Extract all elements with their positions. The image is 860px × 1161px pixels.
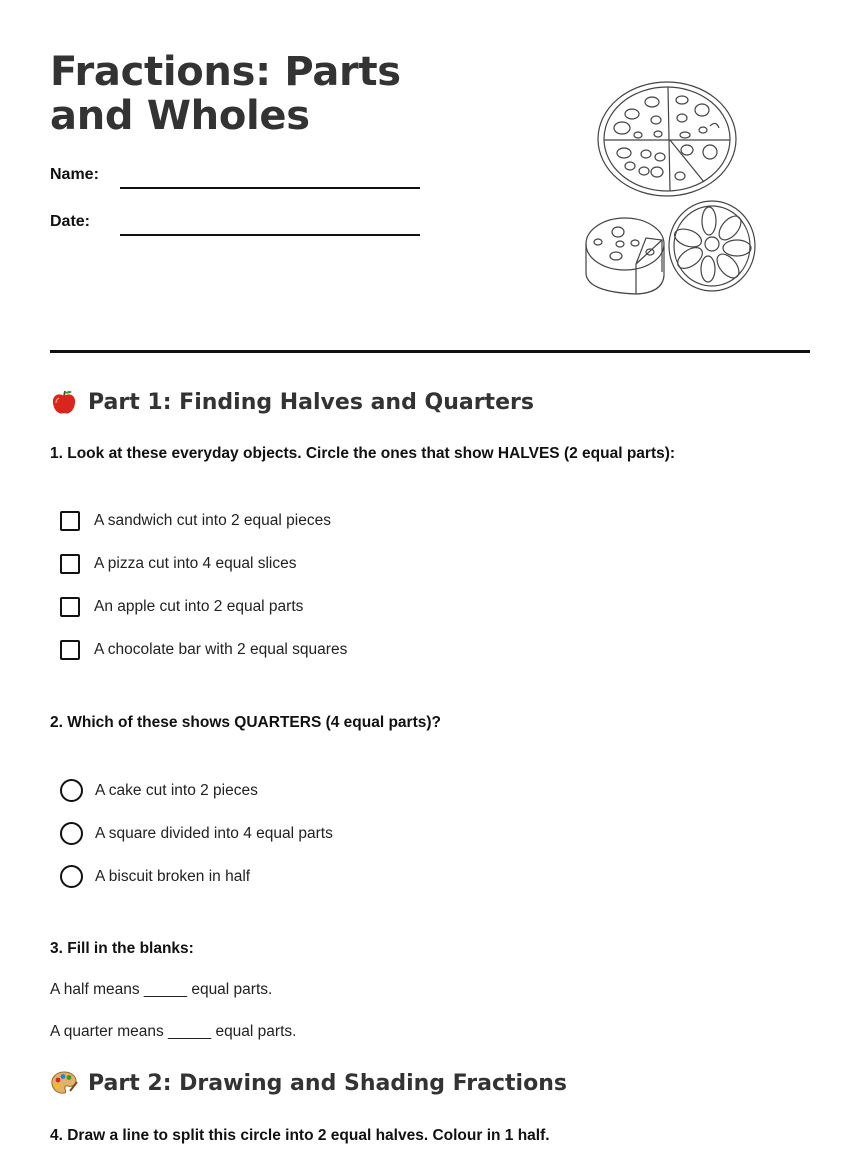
option-label: A sandwich cut into 2 equal pieces [94,512,331,529]
part1-heading [50,388,534,416]
section-divider [50,350,810,353]
checkbox[interactable] [60,554,80,574]
option-label: A chocolate bar with 2 equal squares [94,641,348,658]
part1-heading-text: Part 1: Finding Halves and Quarters [88,389,534,415]
q2-option[interactable] [60,779,258,802]
checkbox[interactable] [60,511,80,531]
question-3: 3. Fill in the blanks: [50,940,194,957]
name-field[interactable] [120,187,420,189]
fill-blank-line: A half means _____ equal parts. [50,981,273,998]
orange-icon [669,201,755,291]
q1-option[interactable] [60,640,347,660]
q1-option[interactable] [60,511,331,531]
part2-heading [50,1069,567,1097]
q1-option[interactable] [60,597,303,617]
option-label: An apple cut into 2 equal parts [94,598,304,615]
page-title: Fractions: Parts and Wholes [50,49,401,139]
food-illustration [580,78,760,298]
fill-blank-line: A quarter means _____ equal parts. [50,1023,297,1040]
option-label: A pizza cut into 4 equal slices [94,555,297,572]
question-2: 2. Which of these shows QUARTERS (4 equal parts)? [50,714,441,731]
checkbox[interactable] [60,640,80,660]
cake-icon [586,218,664,294]
option-label: A square divided into 4 equal parts [95,824,333,842]
date-label: Date: [50,213,91,230]
option-label: A cake cut into 2 pieces [95,781,258,799]
palette-icon [50,1069,78,1097]
part2-heading-text: Part 2: Drawing and Shading Fractions [88,1070,567,1096]
question-4: 4. Draw a line to split this circle into 2 equal halves. Colour in 1 half. [50,1127,550,1144]
radio-button[interactable] [60,779,83,802]
question-1: 1. Look at these everyday objects. Circle the ones that show HALVES (2 equal parts): [50,445,676,462]
q2-option[interactable] [60,865,250,888]
option-label: A biscuit broken in half [95,867,251,885]
radio-button[interactable] [60,865,83,888]
checkbox[interactable] [60,597,80,617]
q2-option[interactable] [60,822,333,845]
pizza-icon [598,82,736,196]
q1-option[interactable] [60,554,296,574]
date-field[interactable] [120,234,420,236]
apple-icon [50,388,78,416]
name-label: Name: [50,166,99,183]
radio-button[interactable] [60,822,83,845]
